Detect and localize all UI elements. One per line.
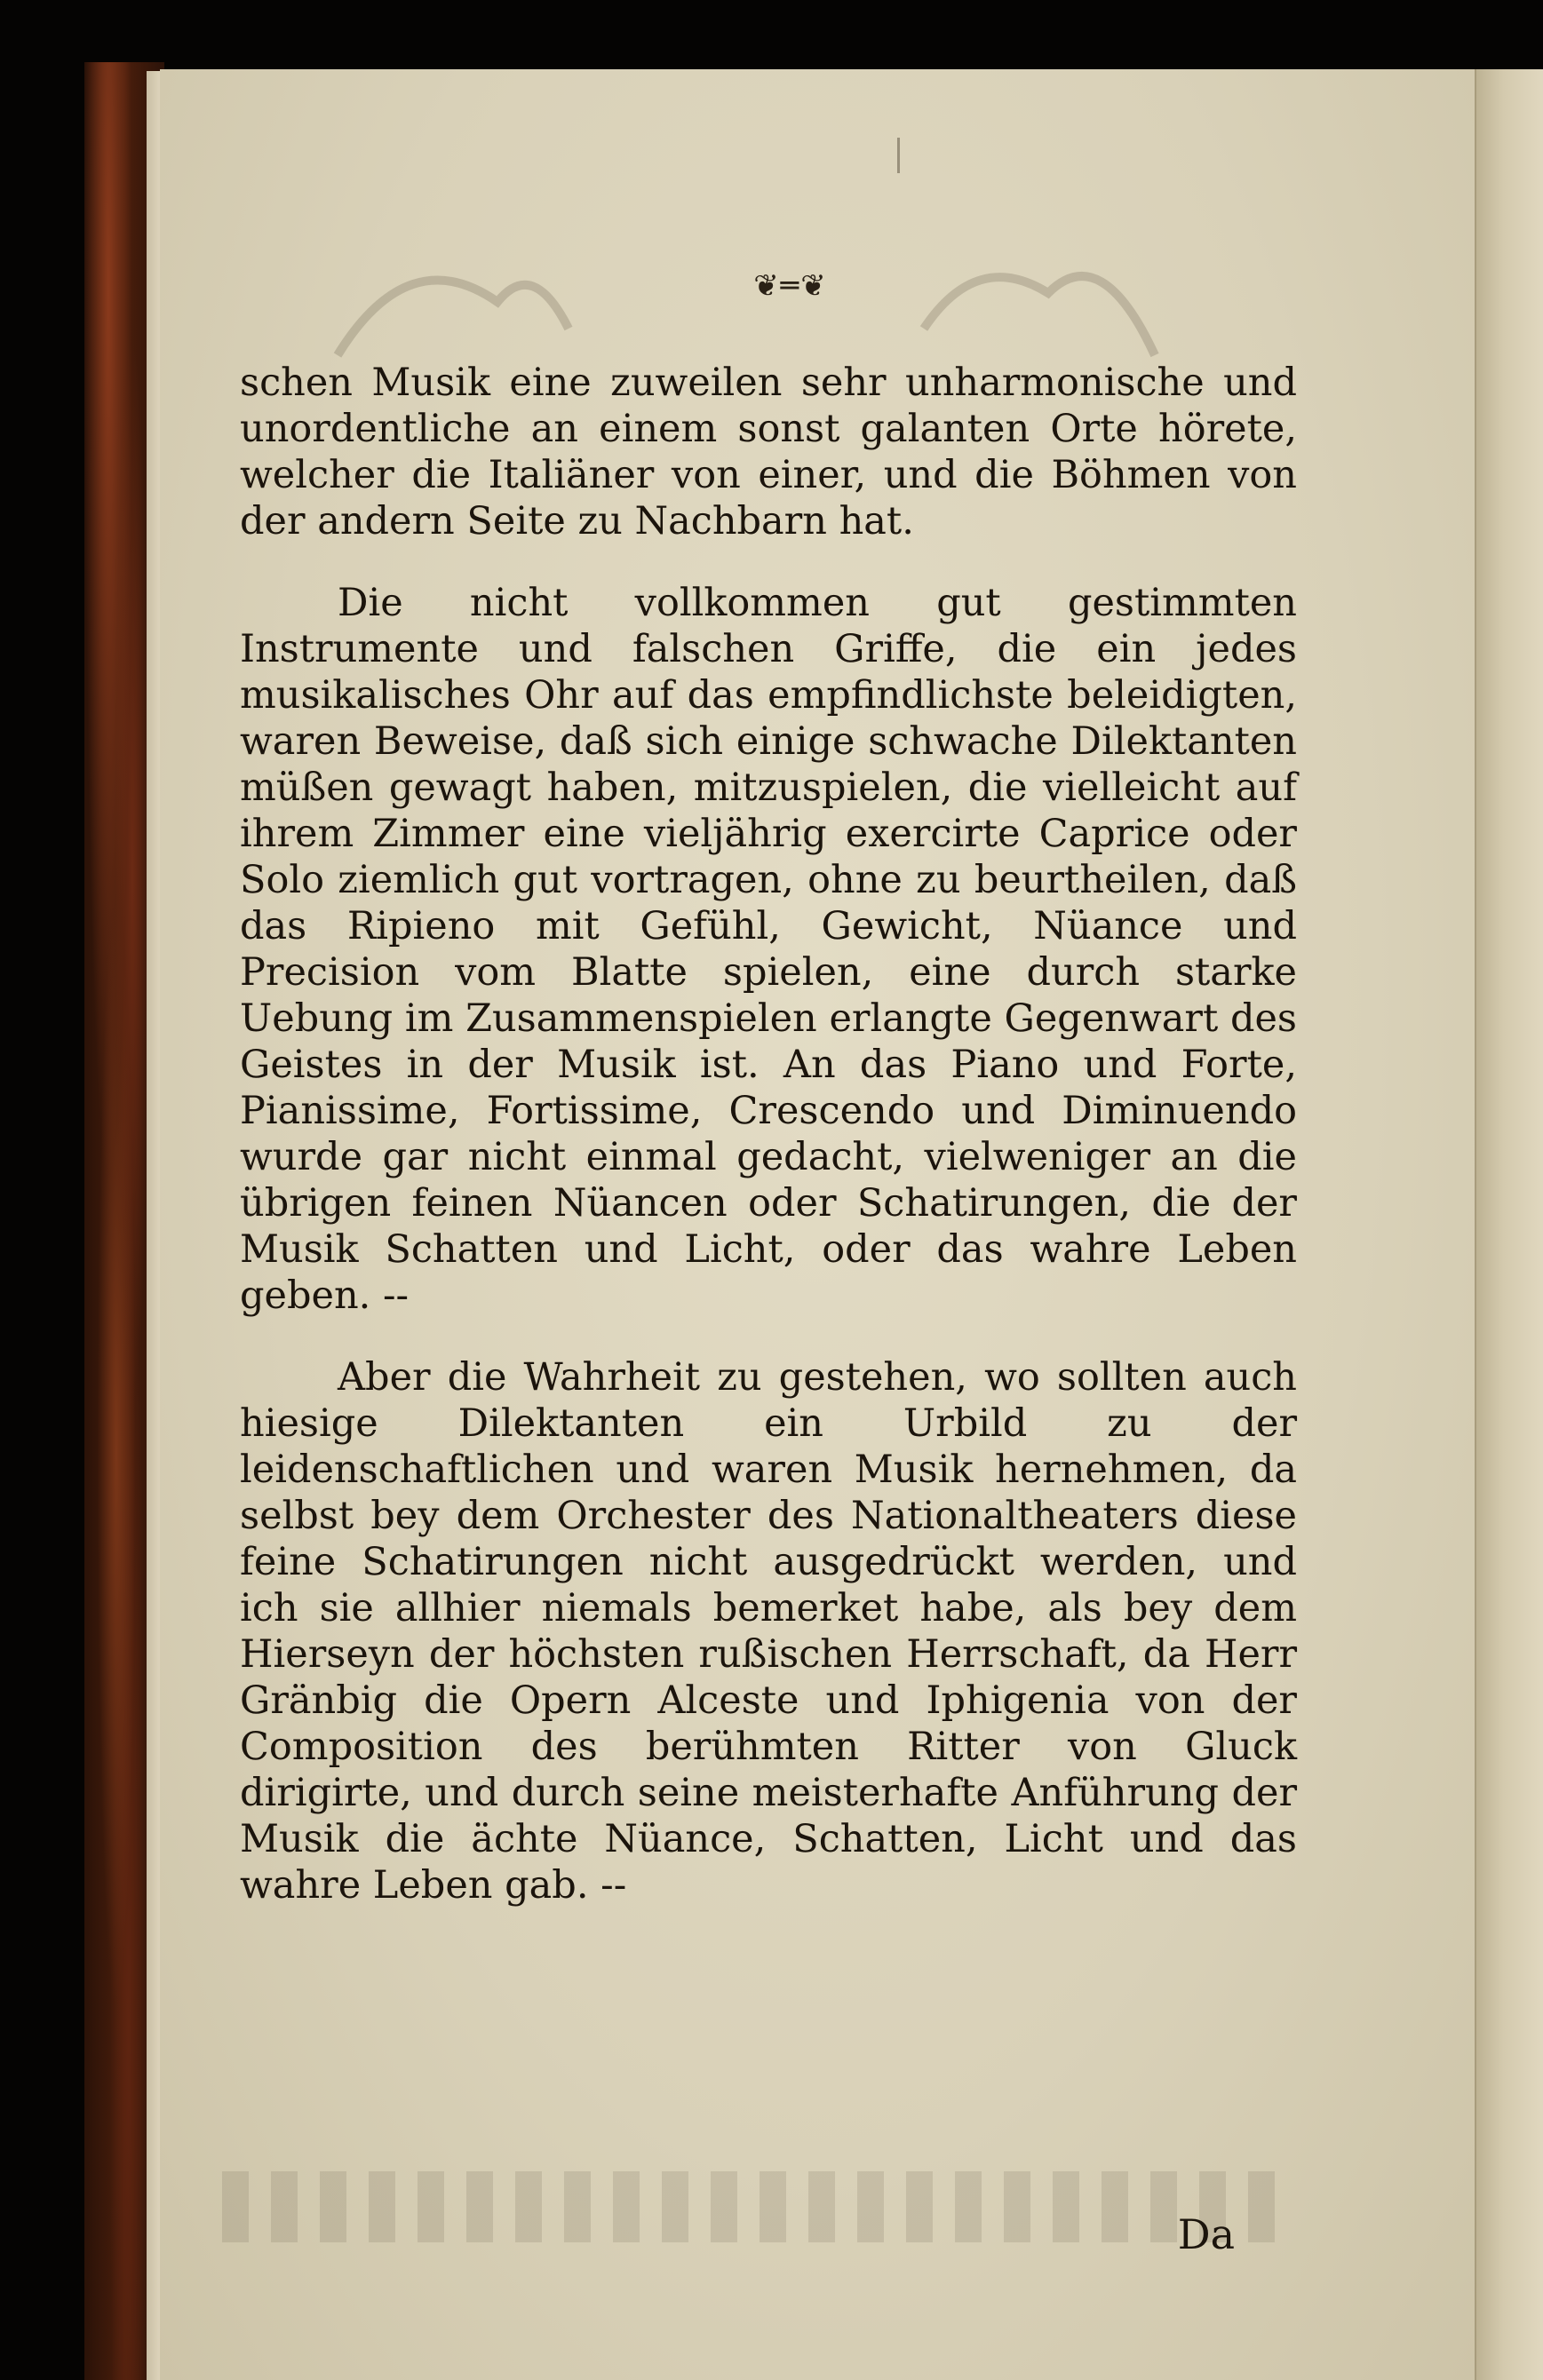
body-text [240, 360, 1297, 1944]
header-ornament: ❦═❦ [753, 268, 828, 304]
paragraph-3: Aber die Wahrheit zu gestehen, wo sollten auch hiesige Dilektanten ein Urbild zu der leidenschaftlichen und waren Musik hernehmen, da selbst bey dem Orchester des Nationaltheaters diese feine Schatirungen nicht ausgedrückt werden, und ich sie allhier niemals bemerket habe, als bey dem Hierseyn der höchsten rußischen Herrschaft, da Herr Gränbig die Opern Alceste und Iphigenia von der Composition des berühmten Ritter von Gluck dirigirte, und durch seine meisterhafte Anführung der Musik die ächte Nüance, Schatten, Licht und das wahre Leben gab. -- [240, 1355, 1297, 1908]
paragraph-1: schen Musik eine zuweilen sehr unharmonische und unordentliche an einem sonst galanten Orte hörete, welcher die Italiäner von einer, und die Böhmen von der andern Seite zu Nachbarn hat. [240, 361, 1297, 543]
margin-mark [897, 138, 900, 173]
facing-page-edge [1475, 69, 1543, 2380]
catchword: Da [1177, 2210, 1235, 2258]
paragraph-2: Die nicht vollkommen gut gestimmten Instrumente und falschen Griffe, die ein jedes musikalisches Ohr auf das empfindlichste beleidigten, waren Beweise, daß sich einige schwache Dilektanten müßen gewagt haben, mitzuspielen, die vielleicht auf ihrem Zimmer eine vieljährig exercirte Caprice oder Solo ziemlich gut vortragen, ohne zu beurtheilen, daß das Ripieno mit Gefühl, Gewicht, Nüance und Precision vom Blatte spielen, eine durch starke Uebung im Zusammenspielen erlangte Gegenwart des Geistes in der Musik ist. An das Piano und Forte, Pianissime, Fortissime, Crescendo und Diminuendo wurde gar nicht einmal gedacht, vielweniger an die übrigen feinen Nüancen oder Schatirungen, die der Musik Schatten und Licht, oder das wahre Leben geben. -- [240, 581, 1297, 1318]
